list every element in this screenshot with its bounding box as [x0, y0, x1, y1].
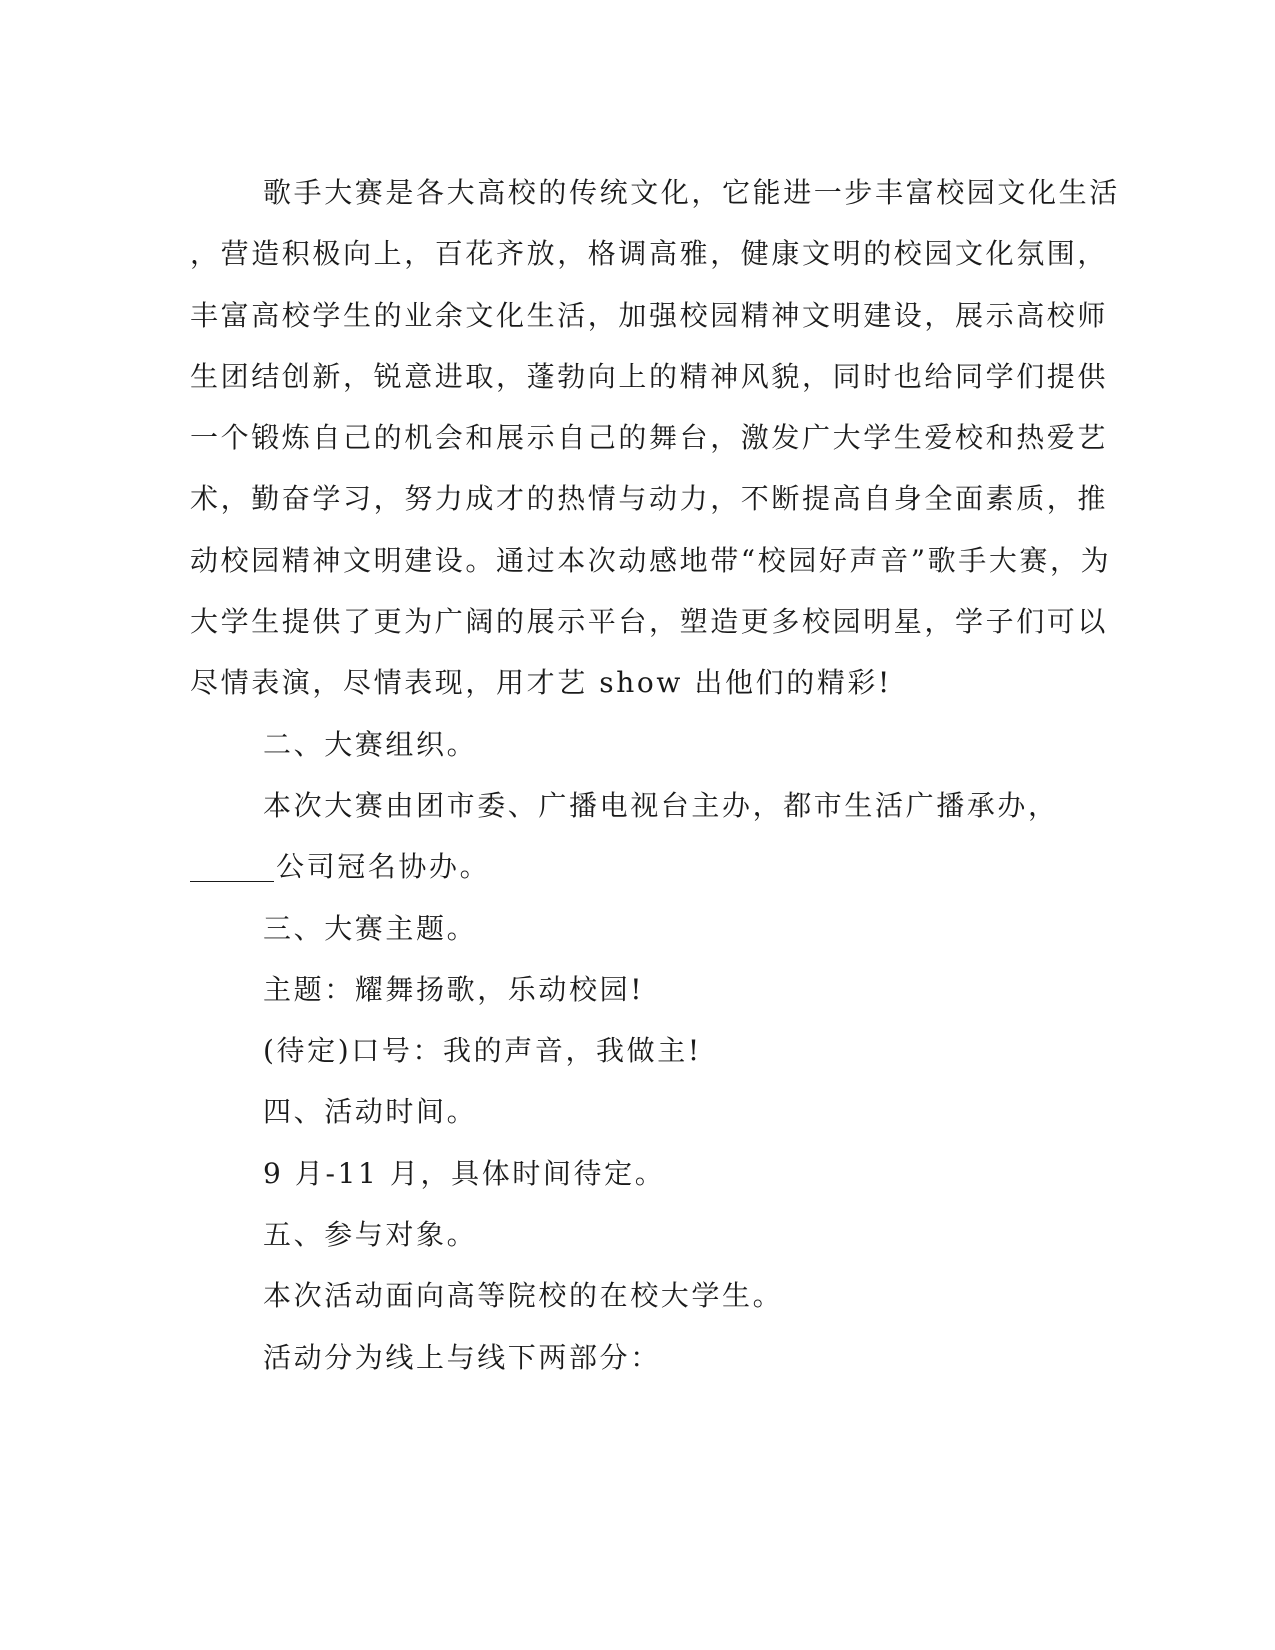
paragraph-line: 大学生提供了更为广阔的展示平台，塑造更多校园明星，学子们可以 [190, 605, 1109, 639]
paragraph-line: 术，勤奋学习，努力成才的热情与动力，不断提高自身全面素质，推 [190, 482, 1109, 516]
paragraph-line: 歌手大赛是各大高校的传统文化，它能进一步丰富校园文化生活 [263, 176, 1120, 209]
section-heading-participants: 五、参与对象。 [263, 1218, 478, 1252]
paragraph-line: ，营造积极向上，百花齐放，格调高雅，健康文明的校园文化氛围， [190, 237, 1109, 271]
slogan-line: (待定)口号：我的声音，我做主! [263, 1034, 702, 1068]
section-heading-organization: 二、大赛组织。 [263, 727, 478, 761]
fill-in-blank [190, 851, 274, 882]
participants-line: 本次活动面向高等院校的在校大学生。 [263, 1279, 784, 1313]
paragraph-line: 一个锻炼自己的机会和展示自己的舞台，激发广大学生爱校和热爱艺 [190, 421, 1109, 455]
document-body [190, 162, 1120, 1388]
paragraph-line: 丰富高校学生的业余文化生活，加强校园精神文明建设，展示高校师 [190, 298, 1109, 332]
organization-line: 本次大赛由团市委、广播电视台主办，都市生活广播承办， [263, 788, 1059, 822]
paragraph-line: 生团结创新，锐意进取，蓬勃向上的精神风貌，同时也给同学们提供 [190, 359, 1109, 393]
section-heading-time: 四、活动时间。 [263, 1095, 478, 1129]
sponsor-text: 公司冠名协办。 [276, 850, 491, 884]
time-line: 9 月-11 月，具体时间待定。 [263, 1156, 666, 1190]
section-heading-theme: 三、大赛主题。 [263, 911, 478, 945]
paragraph-line: 动校园精神文明建设。通过本次动感地带“校园好声音”歌手大赛，为 [190, 543, 1112, 577]
organization-sponsor-line [190, 836, 1090, 897]
paragraph-line: 尽情表演，尽情表现，用才艺 show 出他们的精彩! [190, 666, 892, 700]
theme-line: 主题：耀舞扬歌，乐动校园! [263, 972, 645, 1006]
parts-line: 活动分为线上与线下两部分： [263, 1340, 661, 1374]
